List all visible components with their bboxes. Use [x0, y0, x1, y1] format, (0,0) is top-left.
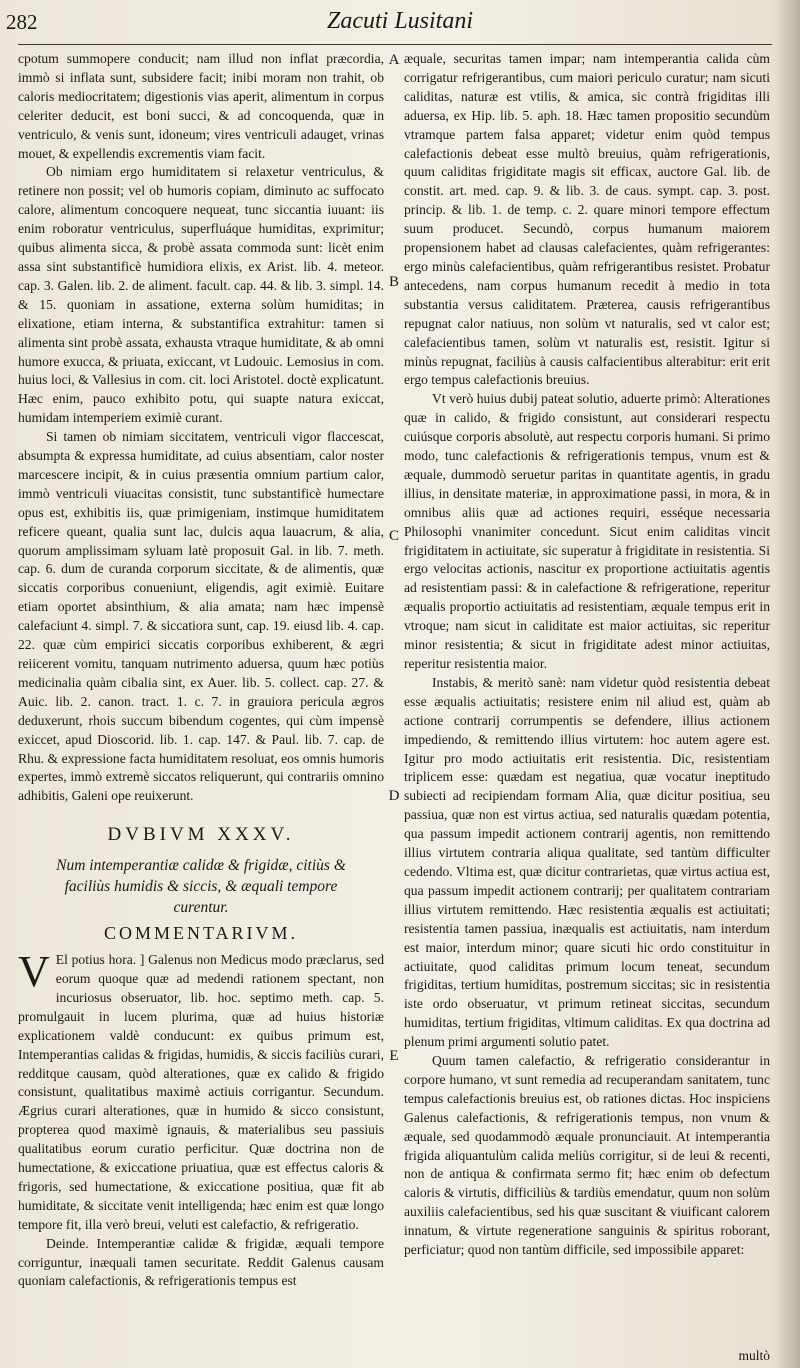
margin-marker: D	[388, 788, 400, 804]
running-head: Zacuti Lusitani	[326, 8, 474, 34]
page-number: 282	[6, 10, 38, 34]
right-column	[404, 50, 770, 1360]
catchword: multò	[738, 1348, 770, 1363]
margin-marker: B	[388, 274, 399, 290]
paragraph: Deinde. Intemperantiæ calidæ & frigidæ, æquali tempore corriguntur, inæquali tamen securitate. Reddit Galenus causam quoniam calefactionis, & refrigerationis tempus est	[18, 1235, 384, 1289]
left-column	[18, 50, 384, 1360]
paragraph: Ob nimiam ergo humiditatem si relaxetur ventriculus, & retinere non possit; vel ob humoris copiam, diminuto ac suffocato calore, alimentum concoquere nequeat, tunc siccantia iuuant: iis enim roboratur ventriculus, superfluáque humiditas, exprimitur; quibus alimenta sicca, & probè assata commoda sunt: licèt enim assa sint substantificè humidiora elixis, ex Arist. lib. 4. meteor. cap. 3. Galen. lib. 2. de aliment. facult. cap. 44. & lib. 3. simpl. 14. & 15. quoniam in assatione, externa solùm humiditas; in elixatione, etiam interna, & substantifica extrahitur: tamen si alimenta sint probè assata, exhausta vtraque humiditate, & ab omni humore exucca, & priuata, exiccant, vt Ludouic. Lemosius in com. huius loci, & Vallesius in com. cit. loci Aristotel. doctè explicatunt. Hæc enim, pauco exhibito potu, qui suapte natura exiccat, humidam intemperiem eximiè curant.	[18, 164, 384, 426]
question-title: Num intemperantiæ calidæ & frigidæ, citiùs & faciliùs humidis & siccis, & æquali tempore curentur.	[56, 857, 346, 917]
spine-shadow	[774, 0, 800, 1368]
margin-marker: E	[389, 1048, 399, 1064]
paragraph-text: El potius hora. ] Galenus non Medicus modo præclarus, sed eorum quoque quæ ad medendi rationem spectant, non incuriosus obseruator, lib. hoc. septimo meth. cap. 5. promulgauit in lucem plurima, quæ ad huius historiæ explicationem valdè conducunt: ex quibus primum est, Intemperantias calidas & frigidas, humidis, & siccis faciliùs curari, redditque causam, quòd alterationes, quæ ex calido & frigido consistunt, qualitatibus maximè actiuis corrigantur. Secundum. Ægrius curari alterationes, quæ in humido & sicco consistunt, propterea quod maximè ignauis, & materialibus seu passiuis qualitatibus eorum curatio perficitur. Quæ doctrina non de humectatione, & exiccatione priuatiua, quæ est effectus caloris & frigoris, sed humectatione, & exiccatione positiua, quæ fit ab humiditate, & siccitate venit intelligenda; hæc enim est quæ longo tempore fit, illa verò breui, veluti est calefactio, & refrigeratio.	[18, 952, 384, 1232]
paragraph	[18, 947, 384, 1235]
paragraph: æquale, securitas tamen impar; nam intemperantia calida cùm corrigatur refrigerantibus, cum maiori periculo curatur; nam sicuti caliditas, naturæ est vtilis, & amica, sic contrà frigiditas illi aduersa, ex Hip. lib. 5. aph. 18. Hæc tamen propositio secundùm vtramque partem falsa apparet; videtur enim quòd tempus calefactionis debeat esse multò breuius, quàm refrigerationis, quum caliditas frigiditate magis sit efficax, auctore Gal. lib. de constit. art. med. cap. 9. & lib. 3. de caus. sympt. cap. 3. post. princip. & lib. 1. de temp. c. 2. quare minori tempore effectum suum producet. Secundò, corpus humanum maiorem propensionem habet ad clausas calefacientes, quàm refrigerantes: ergo minùs calefacientibus, quàm refrigerantibus resistet. Probatur antecedens, nam corpus humanum recedit à medio in tota substantia versus caliditatem. Præterea, causis refrigerantibus repugnat calor natiuus, non solùm vt naturalis, sed vt calor est; calefacientibus tamen, solùm vt naturalis est, resistit. Igitur si minùs repugnat, faciliùs à causis calfacientibus alterabitur: erit erit ergo tempus calefactionis breuius.	[404, 51, 770, 388]
paragraph: Instabis, & meritò sanè: nam videtur quòd resistentia debeat esse æqualis actiuitatis; resistere enim nil aliud est, quàm ab actione contrarij corrumpentis se defendere, illius actionem impediendo, & remittendo illius virtutem: hoc autem agere est. Igitur pro modo actiuitatis erit resistentia. Dic, resistentiam triplicem esse: quædam est negatiua, quæ vocatur ineptitudo subiecti ad recipiendam formam Alia, quæ dicitur positiua, seu passiua, quæ non est virtus actiua, sed naturalis quædam potentia, qua passum impedit actionem contrarij agentis, non remittendo illius virtutem contraria aliqua qualitate, sed tantùm difficulter cedendo. Vltima est, quæ dicitur contrarietas, quæ virtus actiua est, qua passum impedit actionem contrarij; per qualitatem contrariam illius virtutem remittendo. Hæc resistentia æqualis est actiuitati; resistentia tamen passiua, inæqualis est actiuitatis, nam interdum est maior, interdum minor; quare sicuti hic ordo constituitur in actiuitate, quod caliditas primum locum teneat, secundum frigiditas, tertium humiditas, postremum siccitas; sic in resistentia iste ordo obseruatur, vt primum retineat siccitas, secundum humiditas, tertium frigiditas, vltimum caliditas. Ex qua doctrina ad plenum primi argumenti solutio patet.	[404, 674, 770, 1050]
drop-cap: V	[18, 947, 50, 997]
paragraph: cpotum summopere conducit; nam illud non inflat præcordia, immò si inflata sunt, subsidere facit; inibi moram non trahit, ob caloris mediocritatem; digestionis vias aperit, alimentum in corpus celeriter deducit, est boni succi, & ad concoquenda, quæ in ventriculo, & venis sunt, idoneum; vires ventriculi adauget, vrinas mouet, & expellendis excrementis viam facit.	[18, 51, 384, 161]
section-heading: DVBIVM XXXV.	[107, 824, 295, 846]
paragraph: Vt verò huius dubij pateat solutio, aduerte primò: Alterationes quæ in calido, & frigido consistunt, aut considerari respectu cuiúsque corporis absolutè, aut respectu corporis humani. Si primo modo, tunc calefactionis & refrigerationis tempus, vnum est & æquale, dummodò seruetur paritas in quantitate agentis, in gradu illius, in densitate materiæ, in approximatione passi, in mora, & in omnibus aliis quæ ad actiones requiri, esséque necessaria Philosophi vnanimiter concedunt. Sicut enim caliditas vincit frigiditatem in actiuitate, sic superatur à frigiditate in resistentia. Si ergo velocitas actionis, nascitur ex proportione actiuitatis agentis ad resistentiam passi: & in calefactione & refrigeratione, reperitur æqualis proportio actiuitatis ad resistentiam, æquale tempus erit in vtroque; nam sicut in caliditate est maior actiuitas, sic reperitur minor resistentia; & sicut in frigiditate adest minor actiuitas, reperitur resistentia maior.	[404, 391, 770, 671]
margin-markers	[383, 0, 405, 1368]
margin-marker: C	[388, 528, 399, 544]
margin-marker: A	[388, 52, 400, 68]
paragraph: Quum tamen calefactio, & refrigeratio considerantur in corpore humano, vt sunt remedia ad recuperandam sanitatem, tunc tempus calefactionis breuius est, ob rationes dictas. Hoc inspiciens Galenus calefactionis, & refrigerationis tempus, non vnum & æquale, sed quodammodò æquale pronunciauit. At intemperantia frigida aliquantulùm calida meliùs corrigitur, si de leui & recenti, non de antiqua & confirmata sermo fit; hæc enim ob defectum caloris & virtutis, difficiliùs & tardiùs emendatur, quum non solùm auxiliis calefacientibus, sed his quæ suscitant & viuificant calorem innatum, & virtute regeneratione sanguinis & spiritus roborant, perficiatur; quod non tantùm difficile, sed impossibile apparet:	[404, 1053, 770, 1258]
commentary-heading: COMMENTARIVM.	[103, 923, 299, 944]
paragraph: Si tamen ob nimiam siccitatem, ventriculi vigor flaccescat, absumpta & expressa humiditate, ad cuius absentiam, calor noster marcescere incipit, & in cuius præsentia omnium partium calor, immò ventriculi viuacitas consistit, tunc substantificè humectare opus est, exhibitis iis, quæ primigeniam, instimque humiditatem reficere queant, qualia sunt lac, dulcis aqua lauacrum, & alia, quorum amplissimam syluam latè proposuit Gal. in lib. 7. meth. cap. 6. dum de curanda corporum siccitate, & de alimentis, quæ siccatis corporibus conueniunt, eligendis, agit eximiè. Euitare etiam oportet absinthium, & alia amata; nam hæc impensè calefaciunt 4. simpl. 7. & siccatiora sunt, cap. 19. eiusd lib. 4. cap. 22. quæ cùm empirici siccatis corporibus exhiberent, & ægri reiicerent vomitu, tanquam nutrimento aduersa, quum hæc potiùs medicinalia quàm cibalia sint, ex Auer. lib. 5. collect. cap. 27. & Auic. lib. 2. canon. tract. 1. c. 7. in grauiora pericula ægros deduxerunt, rhois succum bibendum cogentes, qui cùm impensè exiccet, apud Dioscorid. lib. 1. cap. 147. & Paul. lib. 7. cap. de Rhu. & expressione facta humiditatem resoluat, eos omnis humoris expertes, immò extremè siccatos reliquerunt, qui contrariis omnino adhibitis, Galeni ope reuixerunt.	[18, 429, 384, 804]
